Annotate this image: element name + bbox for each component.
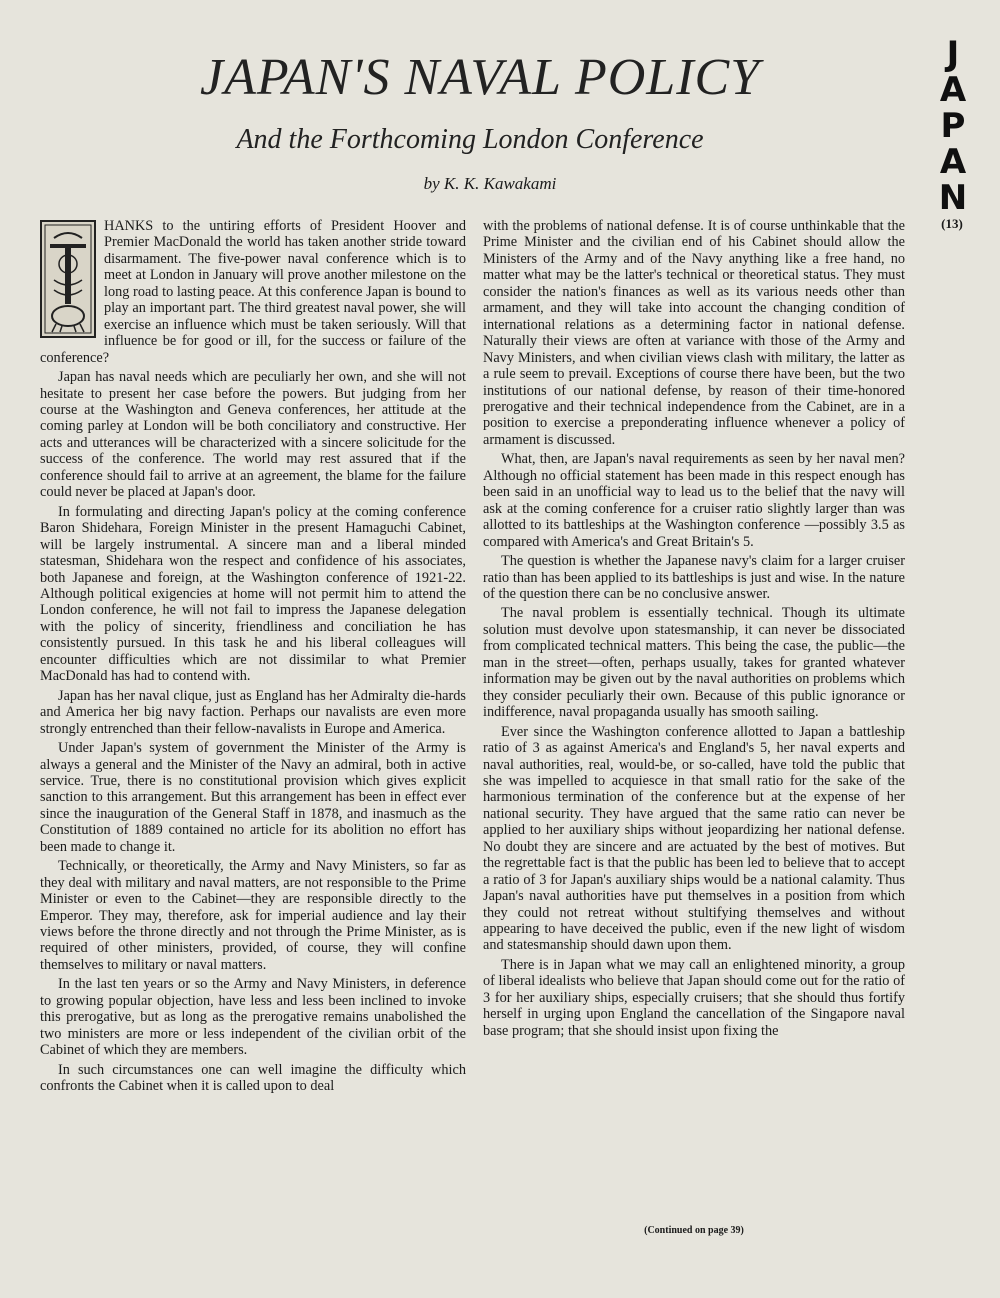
left-column bbox=[40, 218, 466, 1098]
section-label-letter: A bbox=[939, 142, 967, 182]
article-paragraph: Technically, or theoretically, the Army and Navy Ministers, so far as they deal with military and naval matters, are not responsible to the Prime Minister or even to the Cabinet—they are responsible directly to the Emperor. They may, therefore, ask for imperial audience and lay their views before the throne directly and not through the Prime Minister, as is required of other ministers, provided, of course, they will confine themselves to military or naval matters. bbox=[40, 858, 466, 973]
section-label-letter: P bbox=[940, 106, 966, 146]
article-paragraph: What, then, are Japan's naval requirements as seen by her naval men? Although no official statement has been made in this respect enough has been said in an unofficial way to lead us to the belief that the navy will ask at the coming conference for a cruiser ratio slightly larger than was allotted to its battleships at the Washington conference —possibly 3.5 as compared with America's and Great Britain's 5. bbox=[483, 451, 905, 550]
article-paragraph: There is in Japan what we may call an enlightened minority, a group of liberal idealists who believe that Japan should come out for the ratio of 3 for her auxiliary ships, especially cruisers; that she should thus fortify herself in urging upon England the cancellation of the Singapore naval base program; that she should insist upon fixing the bbox=[483, 956, 905, 1039]
ornamental-dropcap-icon bbox=[40, 220, 96, 338]
article-paragraph: The question is whether the Japanese navy's claim for a larger cruiser ratio than has been applied to its battleships is just and wise. In the nature of the question there can be no conclusive answer. bbox=[483, 553, 905, 602]
section-label-letter: J bbox=[946, 34, 960, 74]
article-paragraph: In such circumstances one can well imagine the difficulty which confronts the Cabinet when it is called upon to deal bbox=[40, 1061, 466, 1095]
article-paragraph: Japan has naval needs which are peculiarly her own, and she will not hesitate to present her case before the powers. But judging from her course at the Washington and Geneva conferences, her attitude at the coming parley at London will be both conciliatory and constructive. Her acts and utterances will be characterized with a sincere solicitude for the success of the conference. The world may rest assured that if the conference should fail to arrive at an agreement, the blame for the failure could never be placed at Japan's door. bbox=[40, 369, 466, 501]
article-subtitle: And the Forthcoming London Conference bbox=[236, 124, 704, 155]
article-paragraph: In formulating and directing Japan's policy at the coming conference Baron Shidehara, Foreign Minister in the present Hamaguchi Cabinet, will be largely instrumental. A sincere man and a liberal minded statesman, Shidehara won the respect and confidence of his associates, both Japanese and foreign, at the Washington conference of 1921-22. Although political exigencies at home will not permit him to attend the London conference, he will not fail to impress the Japanese delegation with the policy of sincerity, friendliness and conciliation he has consistently pursued. In this task he and his liberal colleagues will encounter difficulties which are not dissimilar to what Premier MacDonald has had to contend with. bbox=[40, 503, 466, 685]
article-paragraph: Under Japan's system of government the Minister of the Army is always a general and the Minister of the Navy an admiral, both in active service. True, there is no constitutional provision which gives explicit sanction to this arrangement. But this arrangement has been in effect ever since the inauguration of the General Staff in 1878, and inasmuch as the Constitution of 1889 contained no article for its abolition no effort has been made to change it. bbox=[40, 740, 466, 855]
section-label bbox=[925, 36, 981, 216]
article-paragraph: with the problems of national defense. It is of course unthinkable that the Prime Minister and the civilian end of his Cabinet should allow the Ministers of the Army and of the Navy anything like a free hand, no matter what may be the latter's technical or theoretical status. They must consider the nation's finances as well as its various needs other than armament, and they will take into account the changing condition of international relations as a determining factor in national defense. Naturally their views are often at variance with those of the Army and Navy Ministers, and when civilian views clash with military, the latter as a rule seem to prevail. Exceptions of course there have been, but the two institutions of our national defense, by reason of their time-honored prerogative and their technical independence from the Cabinet, are in a position to exercise a preponderating influence whenever a policy of armament is discussed. bbox=[483, 218, 905, 448]
section-label-letter: A bbox=[939, 70, 967, 110]
article-title: JAPAN'S NAVAL POLICY bbox=[200, 49, 761, 106]
article-paragraph: The naval problem is essentially technical. Though its ultimate solution must devolve upon statesmanship, it can never be dissociated from complicated technical matters. This being the case, the public—the man in the street—often, perhaps usually, takes for granted whatever information may be given out by the naval authorities on problems which they consider peculiarly their own. Because of this public ignorance or indifference, naval propaganda usually has smooth sailing. bbox=[483, 605, 905, 721]
section-label-letter: N bbox=[938, 178, 968, 218]
page-number: (13) bbox=[941, 216, 963, 231]
continued-note: (Continued on page 39) bbox=[644, 1225, 744, 1236]
byline: by K. K. Kawakami bbox=[423, 174, 557, 193]
right-column bbox=[483, 218, 905, 1042]
article-paragraph: Japan has her naval clique, just as England has her Admiralty die-hards and America her big navy faction. Perhaps our navalists are even more strongly entrenched than their fellow-navalists in Europe and America. bbox=[40, 687, 466, 737]
article-paragraph: HANKS to the untiring efforts of President Hoover and Premier MacDonald the world has taken another stride toward disarmament. The five-power naval conference which is to meet at London in January will prove another milestone on the long road to lasting peace. At this conference Japan is bound to play an important part. The third greatest naval power, she will exercise an influence which must be taken seriously. Will that influence be for good or ill, for the success or failure of the conference? bbox=[40, 218, 466, 366]
article-paragraph: In the last ten years or so the Army and Navy Ministers, in deference to growing popular objection, have less and less been inclined to invoke this prerogative, but as long as the prerogative remains unabolished the two ministers are more or less independent of the civilian orbit of the Cabinet of which they are members. bbox=[40, 976, 466, 1059]
article-paragraph: Ever since the Washington conference allotted to Japan a battleship ratio of 3 as against America's and England's 5, her naval experts and naval authorities, real, would-be, or so-called, have told the public that she was impelled to acquiesce in that small ratio for the sake of the harmonious termination of the conference but at the expense of her national security. They have argued that the same ratio can never be applied to her auxiliary ships without jeopardizing her national defense. No doubt they are sincere and are actuated by the best of motives. But the regrettable fact is that the public has been led to believe that to accept a ratio of 3 for Japan's auxiliary ships would be a national calamity. Thus Japan's naval authorities have put themselves in a position from which they could not retreat without stultifying themselves and without appearing to have deceived the public, even if the new light of wisdom and statesmanship should dawn upon them. bbox=[483, 723, 905, 954]
